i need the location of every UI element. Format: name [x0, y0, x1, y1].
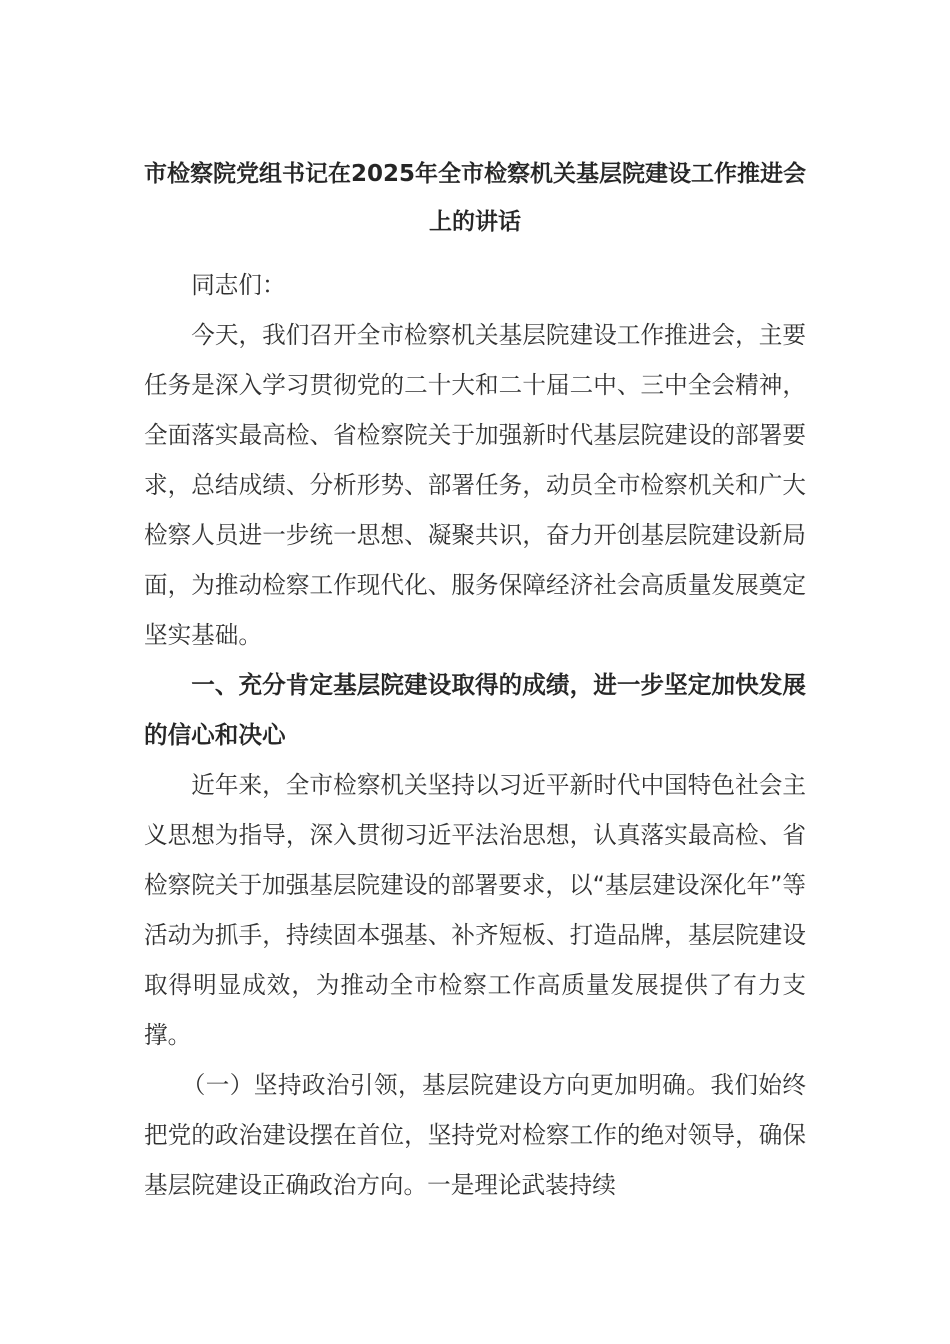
document-title: 市检察院党组书记在2025年全市检察机关基层院建设工作推进会上的讲话 — [144, 161, 807, 235]
document-body — [144, 150, 806, 1210]
section-heading-1: 一、充分肯定基层院建设取得的成绩，进一步坚定加快发展的信心和决心 — [144, 671, 806, 749]
paragraph-achievements: 近年来，全市检察机关坚持以习近平新时代中国特色社会主义思想为指导，深入贯彻习近平法治思想，认真落实最高检、省检察院关于加强基层院建设的部署要求，以“基层建设深化年”等活动为抓手，持续固本强基、补齐短板、打造品牌，基层院建设取得明显成效，为推动全市检察工作高质量发展提供了有力支撑。 — [144, 771, 806, 1049]
paragraph-political-leadership: （一）坚持政治引领，基层院建设方向更加明确。我们始终把党的政治建设摆在首位，坚持党对检察工作的绝对领导，确保基层院建设正确政治方向。一是理论武装持续 — [144, 1071, 806, 1199]
greeting: 同志们： — [191, 271, 286, 299]
paragraph-intro: 今天，我们召开全市检察机关基层院建设工作推进会，主要任务是深入学习贯彻党的二十大和二十届二中、三中全会精神，全面落实最高检、省检察院关于加强新时代基层院建设的部署要求，总结成绩、分析形势、部署任务，动员全市检察机关和广大检察人员进一步统一思想、凝聚共识，奋力开创基层院建设新局面，为推动检察工作现代化、服务保障经济社会高质量发展奠定坚实基础。 — [144, 321, 806, 649]
